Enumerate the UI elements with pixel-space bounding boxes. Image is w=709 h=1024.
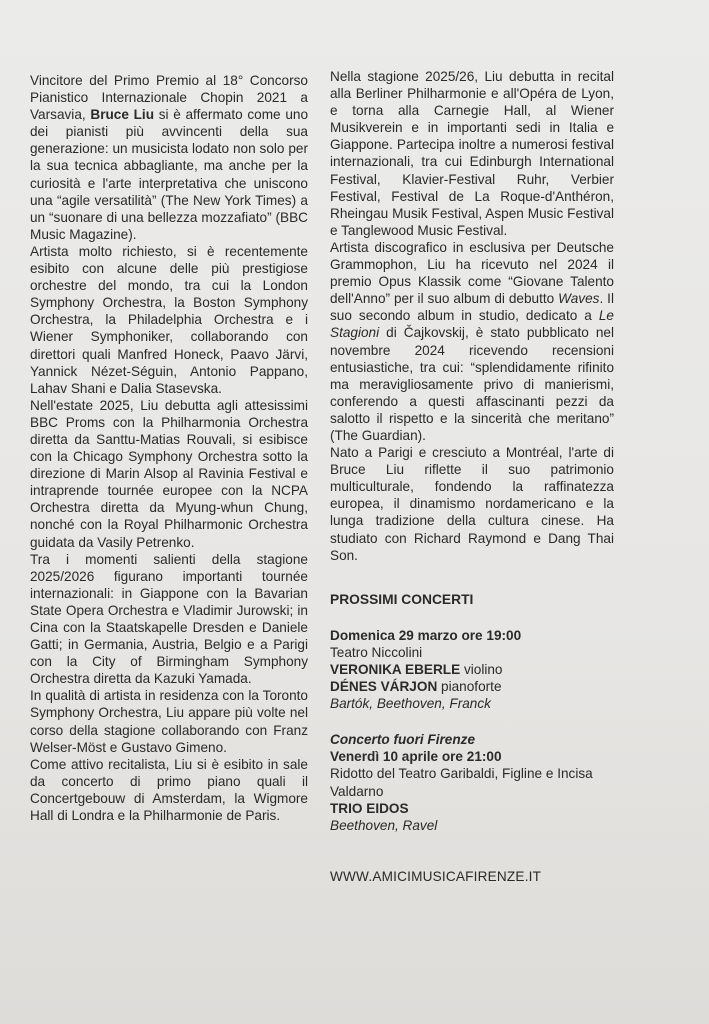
bio-paragraph-2: Artista molto richiesto, si è recentemente esibito con alcune delle più prestigiose orchestre del mondo, tra cui la London Symphony Orchestra, la Boston Symphony Orchestra, la Philadelphia Orchestra e i Wiener Symphoniker, collaborando con direttori quali Manfred Honeck, Paavo Järvi, Yannick Nézet-Séguin, Antonio Pappano, Lahav Shani e Dalia Stasevska. xyxy=(30,243,308,396)
bio-column-left xyxy=(30,72,308,824)
performer-2: DÉNES VÁRJON pianoforte xyxy=(330,679,502,695)
concert-venue: Ridotto del Teatro Garibaldi, Figline e Incisa Valdarno xyxy=(330,766,593,799)
website-link[interactable]: WWW.AMICIMUSICAFIRENZE.IT xyxy=(330,868,542,884)
bio-paragraph-9: Nato a Parigi e cresciuto a Montréal, l'arte di Bruce Liu riflette il suo patrimonio multiculturale, fondendo la raffinatezza europea, il dinamismo nordamericano e la lunga tradizione della cultura cinese. Ha studiato con Richard Raymond e Dang Thai Son. xyxy=(330,445,614,563)
concert-location-note: Concerto fuori Firenze xyxy=(330,732,476,748)
bio-paragraph-6: Come attivo recitalista, Liu si è esibito in sale da concerto di primo piano quali il Concertgebouw di Amsterdam, la Wigmore Hall di Londra e la Philharmonie de Paris. xyxy=(30,756,308,824)
bio-paragraph-1: Vincitore del Primo Premio al 18° Concorso Pianistico Internazionale Chopin 2021 a Varsavia, Bruce Liu si è affermato come uno dei pianisti più avvincenti della sua generazione: un musicista lodato non solo per la sua tecnica abbagliante, ma anche per la curiosità e l'arte interpretativa che uniscono una “agile versatilità” (The New York Times) a un “suonare di una bellezza mozzafiato” (BBC Music Magazine). xyxy=(30,73,309,242)
concert-date: Venerdì 10 aprile ore 21:00 xyxy=(330,749,502,765)
concert-venue: Teatro Niccolini xyxy=(330,644,423,660)
album-title-waves: Waves xyxy=(558,291,600,307)
concert-date: Domenica 29 marzo ore 19:00 xyxy=(330,627,522,643)
performer-1: TRIO EIDOS xyxy=(330,800,409,816)
bio-paragraph-4: Tra i momenti salienti della stagione 2025/2026 figurano importanti tournée internazionali: in Giappone con la Bavarian State Opera Orchestra e Vladimir Jurowski; in Cina con la Staatskapelle Dresden e Daniele Gatti; in Germania, Austria, Belgio e a Parigi con la City of Birmingham Symphony Orchestra diretta da Kazuki Yamada. xyxy=(30,551,308,687)
bio-paragraph-7: Nella stagione 2025/26, Liu debutta in recital alla Berliner Philharmonie e all'Opéra de Lyon, e torna alla Carnegie Hall, al Wiener Musikverein e in importanti sedi in Italia e Giappone. Partecipa inoltre a numerosi festival internazionali, tra cui Edinburgh International Festival, Klavier-Festival Ruhr, Verbier Festival, Festival de La Roque-d'Anthéron, Rheingau Musik Festival, Aspen Music Festival e Tanglewood Music Festival. xyxy=(330,69,614,238)
bio-column-right xyxy=(330,68,614,885)
bio-paragraph-5: In qualità di artista in residenza con la Toronto Symphony Orchestra, Liu appare più volte nel corso della stagione collaborando con Franz Welser-Möst e Gustavo Gimeno. xyxy=(30,688,308,755)
performer-1: VERONIKA EBERLE violino xyxy=(330,662,503,677)
artist-name: Bruce Liu xyxy=(90,107,154,123)
concert-1 xyxy=(330,627,614,712)
upcoming-concerts-title: PROSSIMI CONCERTI xyxy=(330,591,474,607)
concert-program: Beethoven, Ravel xyxy=(330,817,438,833)
album-title-stagioni: Le Stagioni xyxy=(330,308,614,341)
concert-program: Bartók, Beethoven, Franck xyxy=(330,696,491,712)
bio-paragraph-8: Artista discografico in esclusiva per Deutsche Grammophon, Liu ha ricevuto nel 2024 il premio Opus Klassik come “Giovane Talento dell'Anno” per il suo album di debutto Waves. Il suo secondo album in studio, dedicato a Le Stagioni di Čajkovskij, è stato pubblicato nel novembre 2024 ricevendo recensioni entusiastiche, tra cui: “splendidamente rifinito ma meravigliosamente privo di manierismi, conferendo a questi affascinanti pezzi da salotto il rispetto e la sincerità che meritano” (The Guardian). xyxy=(330,239,614,443)
bio-paragraph-3: Nell'estate 2025, Liu debutta agli attesissimi BBC Proms con la Philharmonia Orchestra diretta da Santtu-Matias Rouvali, si esibisce con la Chicago Symphony Orchestra sotto la direzione di Marin Alsop al Ravinia Festival e intraprende tournée europee con la NCPA Orchestra diretta da Myung-whun Chung, nonché con la Royal Philharmonic Orchestra guidata da Vasily Petrenko. xyxy=(30,397,308,550)
concert-2 xyxy=(330,731,614,834)
